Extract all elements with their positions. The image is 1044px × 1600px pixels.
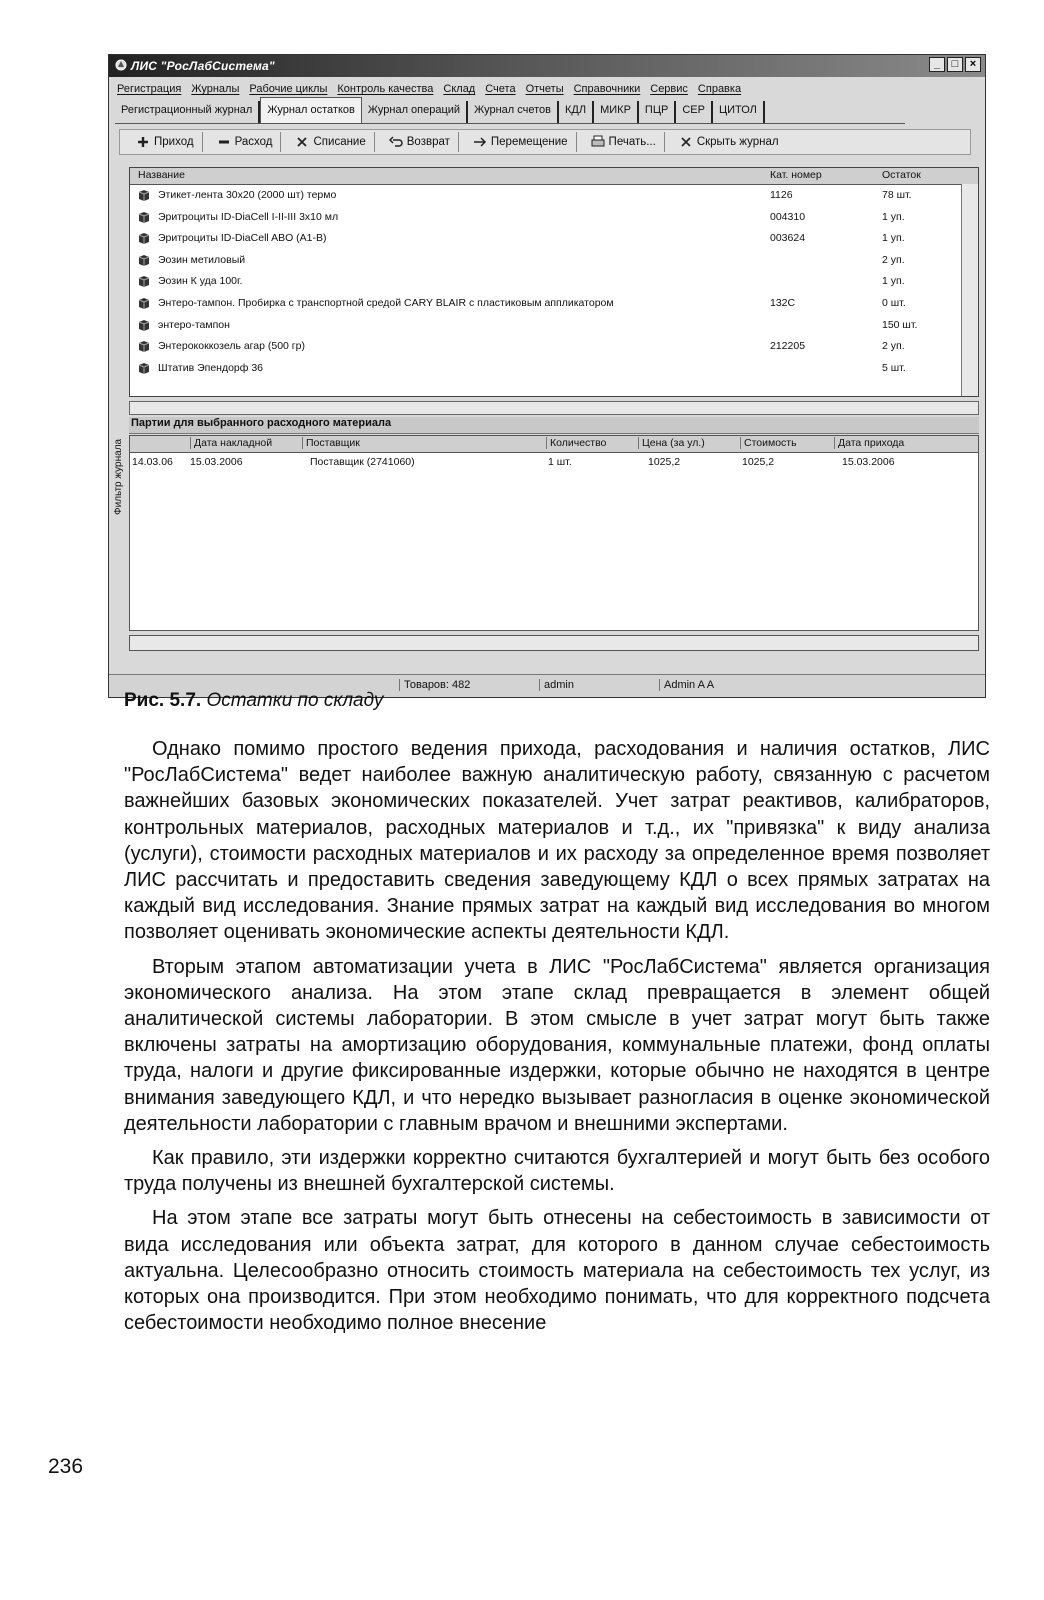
item-remainder: 1 уп. (882, 275, 905, 288)
batches-table (129, 435, 979, 631)
paragraph: Как правило, эти издержки корректно считаются бухгалтерией и могут быть без особого труда получены из внешней бухгалтерской системы. (124, 1147, 990, 1196)
header-remainder[interactable]: Остаток (882, 169, 921, 181)
item-remainder: 5 шт. (882, 361, 906, 374)
paragraph: Однако помимо простого ведения прихода, расходования и наличия остатков, ЛИС "РосЛабСистема" ведет наиболее важную аналитическую работу, связанную с расчетом важнейших базовых экономических показателей. Учет затрат реактивов, калибраторов, контрольных материалов, расходных материалов и т.д., их "привязка" к виду анализа (услуги), стоимости расходных материалов и их расходу за определенное время позволяет ЛИС рассчитать и предоставить сведения заведующему КДЛ о всех прямых затратах на каждый вид исследования. Знание прямых затрат на каждый вид исследования во многом позволяет оценивать экономические аспекты деятельности КДЛ. (124, 738, 990, 944)
item-name: Энтерококкозель агар (500 гр) (158, 340, 305, 353)
toolbar (119, 129, 971, 155)
move-button[interactable] (465, 132, 577, 152)
item-remainder: 150 шт. (882, 318, 918, 331)
header-supplier[interactable]: Поставщик (302, 437, 360, 449)
table-row[interactable] (130, 250, 978, 272)
title-bar (109, 55, 985, 77)
return-label: Возврат (406, 136, 450, 148)
header-cat-number[interactable]: Кат. номер (770, 169, 822, 181)
tab-ser[interactable]: СЕР (676, 101, 713, 123)
item-box-icon (138, 189, 150, 202)
figure-caption-text: Остатки по складу (206, 690, 384, 711)
item-box-icon (138, 211, 150, 224)
item-name: Эритроциты ID-DiaCell ABO (A1-B) (158, 232, 327, 245)
menu-item-quality-control[interactable]: Контроль качества (337, 83, 434, 95)
item-cat-number: 004310 (770, 210, 806, 223)
tab-kdl[interactable]: КДЛ (559, 101, 594, 123)
batch-supplier: Поставщик (2741060) (310, 456, 415, 468)
window-title: ЛИС "РосЛабСистема" (131, 59, 275, 73)
undo-icon (389, 135, 403, 149)
horizontal-scrollbar[interactable] (129, 401, 979, 415)
menu-item-accounts[interactable]: Счета (485, 83, 516, 95)
income-label: Приход (154, 136, 194, 148)
menu-bar (109, 79, 985, 99)
printer-icon (591, 135, 605, 149)
batch-price: 1025,2 (648, 456, 681, 468)
expense-button[interactable] (209, 132, 282, 152)
item-cat-number: 132C (770, 296, 796, 309)
table-row[interactable] (130, 207, 978, 229)
tab-stock-journal[interactable]: Журнал остатков (260, 97, 362, 123)
status-user-full: Admin A A (659, 679, 714, 691)
print-button[interactable] (583, 132, 665, 152)
plus-icon (136, 135, 150, 149)
tab-mikr[interactable]: МИКР (594, 101, 639, 123)
income-button[interactable] (128, 132, 203, 152)
body-text (124, 736, 990, 1344)
app-icon (114, 58, 128, 72)
paragraph: На этом этапе все затраты могут быть отнесены на себестоимость в зависимости от вида исследования или объекта затрат, для которого в данном случае себестоимость актуальна. Целесообразно относить стоимость материала на себестоимость тех услуг, из которых она производится. При этом необходимо понимать, что для корректного подсчета себестоимости необходимо полное внесение (124, 1207, 990, 1335)
table-row[interactable] (130, 336, 978, 358)
header-price[interactable]: Цена (за ул.) (638, 437, 705, 449)
item-cat-number: 212205 (770, 340, 806, 353)
stock-table (129, 167, 979, 397)
header-arrival-date[interactable]: Дата прихода (834, 437, 904, 449)
item-box-icon (138, 297, 150, 310)
paragraph: Вторым этапом автоматизации учета в ЛИС "РосЛабСистема" является организация экономического анализа. На этом этапе склад превращается в элемент общей аналитической системы лаборатории. В этом смысле в учет затрат могут быть также включены затраты на амортизацию оборудования, коммунальные платежи, фонд оплаты труда, налоги и другие фиксированные издержки, которые обычно не находятся в центре внимания заведующего КДЛ, и что нередко вызывает разногласия в оценке экономической деятельности лаборатории с главным врачом и внешними экспертами. (124, 955, 990, 1135)
table-row[interactable] (130, 228, 978, 250)
minus-icon (217, 135, 231, 149)
batch-invoice-date: 15.03.2006 (190, 456, 243, 468)
item-name: Эритроциты ID-DiaCell I-II-III 3х10 мл (158, 210, 339, 223)
table-row[interactable] (130, 453, 978, 471)
batch-arrival: 15.03.2006 (842, 456, 895, 468)
table-row[interactable] (130, 315, 978, 337)
header-name[interactable]: Название (138, 169, 185, 181)
move-label: Перемещение (490, 136, 568, 148)
page-number: 236 (48, 1455, 84, 1478)
batch-quantity: 1 шт. (548, 456, 572, 468)
vertical-scrollbar[interactable] (961, 184, 978, 396)
arrow-right-icon (473, 135, 487, 149)
header-cost[interactable]: Стоимость (740, 437, 797, 449)
table-row[interactable] (130, 293, 978, 315)
print-label: Печать... (608, 136, 656, 148)
item-remainder: 78 шт. (882, 189, 912, 201)
batch-first: 14.03.06 (132, 456, 173, 468)
maximize-button[interactable]: □ (947, 57, 963, 72)
tab-accounts-journal[interactable]: Журнал счетов (468, 101, 559, 123)
stock-table-header (130, 168, 978, 185)
tab-cytol[interactable]: ЦИТОЛ (713, 101, 765, 123)
menu-item-service[interactable]: Сервис (650, 83, 688, 95)
tab-operations-journal[interactable]: Журнал операций (362, 101, 468, 123)
item-box-icon (138, 275, 150, 288)
item-cat-number: 003624 (770, 232, 806, 245)
return-button[interactable] (381, 132, 459, 152)
menu-item-directories[interactable]: Справочники (573, 83, 641, 95)
item-name: Этикет-лента 30х20 (2000 шт) термо (158, 189, 337, 201)
item-remainder: 2 уп. (882, 340, 905, 353)
table-row[interactable] (130, 358, 978, 380)
item-cat-number: 1126 (770, 189, 793, 201)
figure-number: Рис. 5.7. (124, 690, 202, 711)
item-name: энтеро-тампон (158, 318, 230, 331)
item-box-icon (138, 254, 150, 267)
figure-caption (124, 690, 383, 712)
cross-icon (295, 135, 309, 149)
table-row[interactable] (130, 271, 978, 293)
journal-filter-tab[interactable]: Фильтр журнала (113, 438, 124, 515)
batches-title: Партии для выбранного расходного материала (129, 417, 979, 434)
write-off-button[interactable] (287, 132, 374, 152)
item-remainder: 0 шт. (882, 296, 906, 309)
menu-item-help[interactable]: Справка (697, 83, 742, 95)
header-invoice-date[interactable]: Дата накладной (190, 437, 272, 449)
status-user: admin (539, 679, 574, 691)
tab-pcr[interactable]: ПЦР (639, 101, 676, 123)
close-button[interactable]: × (965, 57, 981, 72)
item-name: Энтеро-тампон. Пробирка с транспортной средой CARY BLAIR с пластиковым аппликатором (158, 296, 614, 309)
hide-journal-button[interactable] (671, 132, 787, 152)
minimize-button[interactable]: _ (929, 57, 945, 72)
item-remainder: 2 уп. (882, 253, 905, 266)
item-box-icon (138, 232, 150, 245)
menu-item-warehouse[interactable]: Склад (443, 83, 476, 95)
item-name: Эозин метиловый (158, 253, 246, 266)
hide-journal-label: Скрыть журнал (696, 136, 779, 148)
item-remainder: 1 уп. (882, 210, 905, 223)
batches-table-header (130, 436, 978, 453)
menu-item-work-cycles[interactable]: Рабочие циклы (249, 83, 328, 95)
item-box-icon (138, 319, 150, 332)
header-quantity[interactable]: Количество (546, 437, 606, 449)
write-off-label: Списание (313, 136, 366, 148)
item-remainder: 1 уп. (882, 232, 905, 245)
batch-cost: 1025,2 (742, 456, 775, 468)
tab-bar (115, 101, 905, 124)
close-icon (679, 135, 693, 149)
batches-horizontal-scrollbar[interactable] (129, 635, 979, 651)
menu-item-journals[interactable]: Журналы (191, 83, 240, 95)
app-window (108, 54, 986, 698)
item-name: Эозин К уда 100г. (158, 275, 243, 288)
tab-registration-journal[interactable]: Регистрационный журнал (115, 101, 260, 123)
menu-item-reports[interactable]: Отчеты (525, 83, 564, 95)
menu-item-registration[interactable]: Регистрация (117, 83, 182, 95)
item-box-icon (138, 340, 150, 353)
status-goods-count: Товаров: 482 (399, 679, 470, 691)
expense-label: Расход (234, 136, 273, 148)
item-name: Штатив Эпендорф 36 (158, 361, 264, 374)
table-row[interactable] (130, 185, 978, 207)
item-box-icon (138, 362, 150, 375)
